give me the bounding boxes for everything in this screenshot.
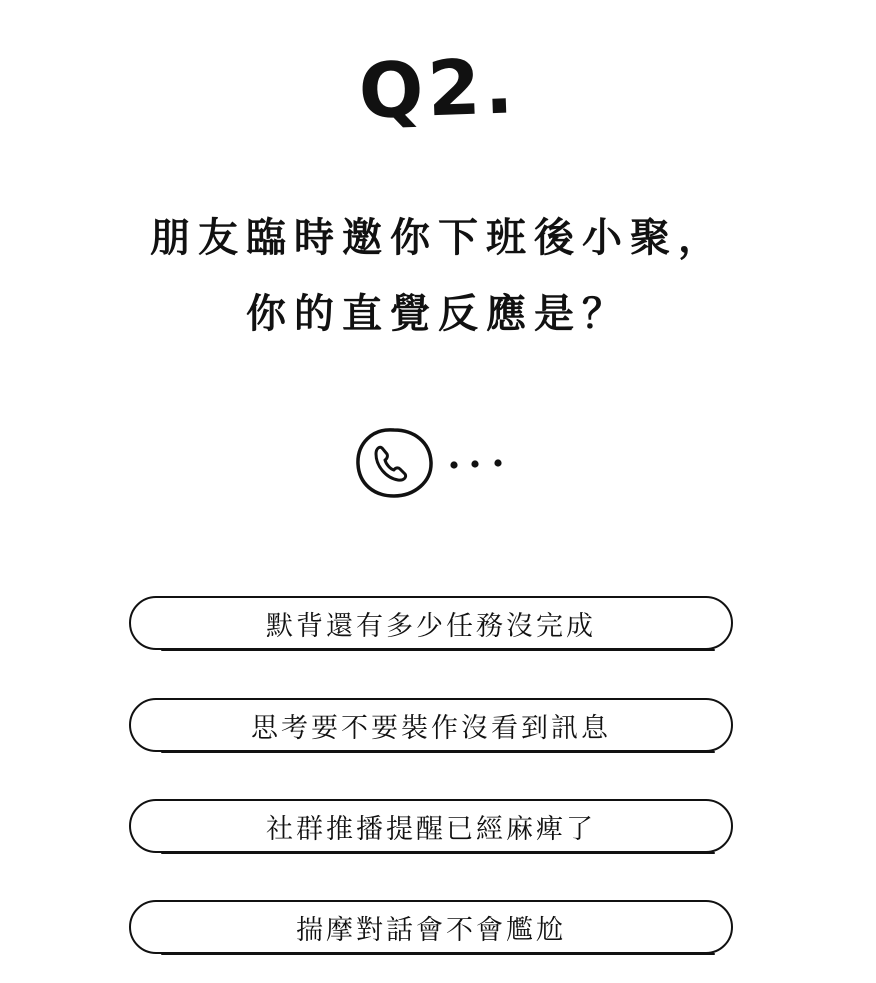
answer-option-1[interactable]: [129, 596, 733, 650]
answer-option-label: 社群推播提醒已經麻痺了: [266, 813, 596, 845]
phone-call-illustration: [352, 424, 522, 504]
answer-option-label: 默背還有多少任務沒完成: [266, 610, 596, 642]
answer-option-label: 揣摩對話會不會尷尬: [296, 914, 566, 946]
answer-option-label: 思考要不要裝作沒看到訊息: [251, 712, 611, 744]
ellipsis-dots-icon: [450, 459, 501, 468]
question-number: Q2.: [357, 41, 519, 136]
answer-option-4[interactable]: [129, 900, 733, 954]
answer-option-2[interactable]: [129, 698, 733, 752]
question-text-line-1: 朋友臨時邀你下班後小聚，: [150, 215, 726, 261]
answer-option-3[interactable]: [129, 799, 733, 853]
question-text-line-2: 你的直覺反應是？: [246, 291, 630, 337]
phone-call-icon: [352, 424, 522, 504]
